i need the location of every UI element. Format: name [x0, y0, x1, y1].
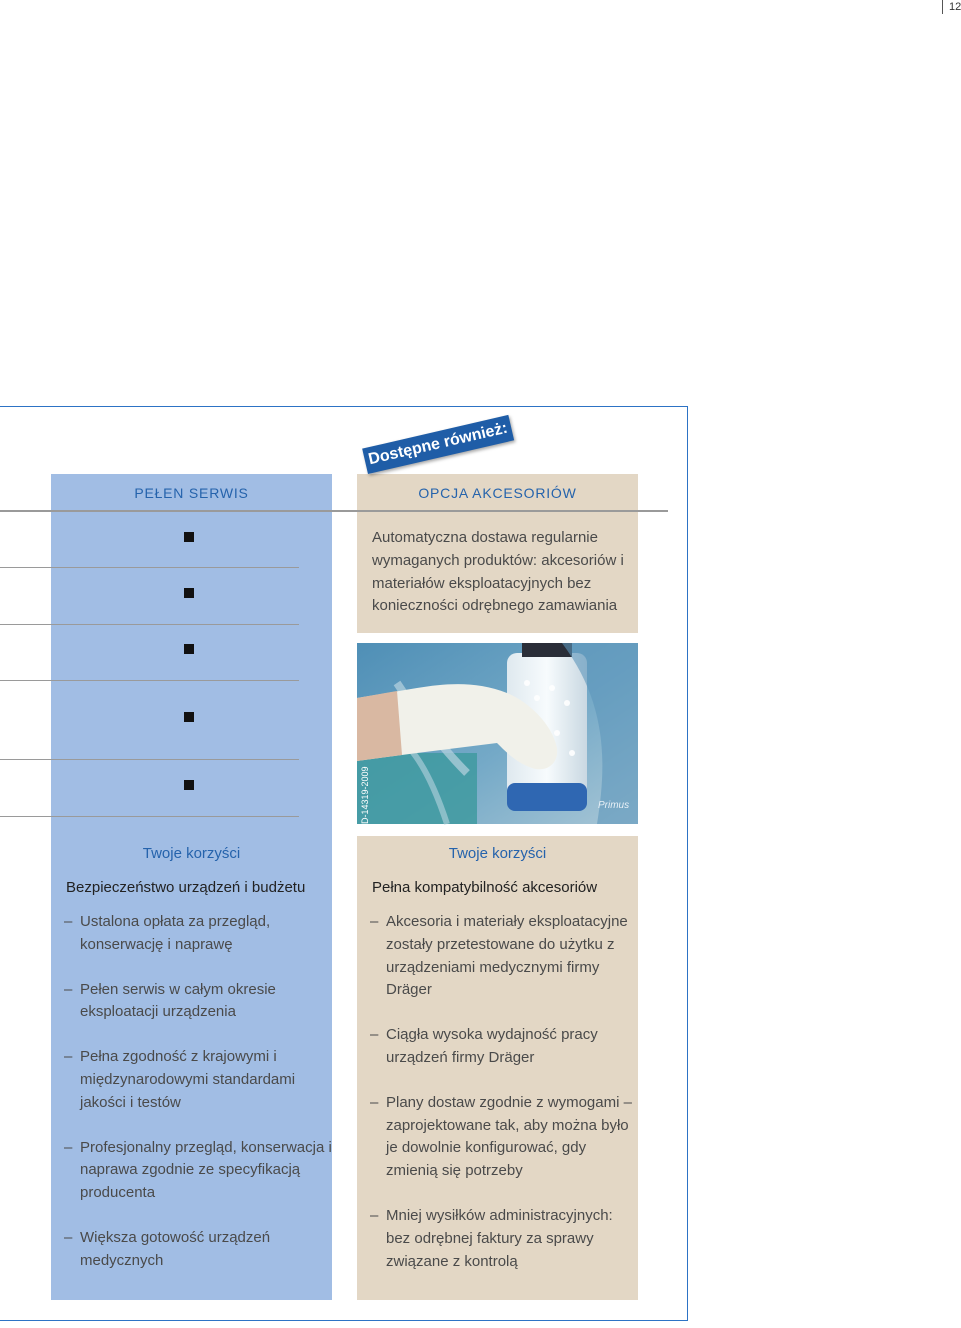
photo-caption — [357, 760, 377, 824]
photo-caption-text: D-14319-2009 — [360, 766, 370, 824]
list-item: – Ciągła wysoka wydajność pracy urządzeń firmy Dräger — [357, 1024, 633, 1070]
frame-bottom-line — [0, 1320, 688, 1321]
header-divider — [0, 510, 668, 512]
list-item: – Akcesoria i materiały eksploatacyjne zostały przetestowane do użytku z urządzeniami medycznymi firmy Dräger — [357, 911, 633, 1002]
row-divider — [0, 624, 299, 625]
left-benefits-list — [51, 911, 332, 1295]
accessories-description: Automatyczna dostawa regularnie wymaganych produktów: akcesoriów i materiałów eksploatacyjnych bez konieczności odrębnego zamawiania — [372, 529, 624, 615]
left-benefits-subheading: Bezpieczeństwo urządzeń i budżetu — [66, 879, 306, 896]
full-service-title: PEŁEN SERWIS — [134, 485, 249, 501]
frame-top-line — [0, 406, 688, 407]
checkmark-bullet — [184, 588, 194, 598]
checkmark-bullet — [184, 532, 194, 542]
right-benefits-heading: Twoje korzyści — [448, 845, 547, 862]
checkmark-bullet — [184, 644, 194, 654]
right-benefits-subheading: Pełna kompatybilność akcesoriów — [372, 879, 598, 896]
list-item: – Ustalona opłata za przegląd, konserwację i naprawę — [51, 911, 332, 957]
also-available-banner: Dostępne również: — [362, 415, 514, 474]
left-benefits-heading: Twoje korzyści — [142, 845, 241, 862]
gloved-hand-canister-image — [357, 643, 638, 824]
checkmark-bullet — [184, 712, 194, 722]
right-benefits-list — [357, 911, 633, 1295]
photo-brand-label: Primus — [598, 800, 630, 811]
list-item: – Profesjonalny przegląd, konserwacja i naprawa zgodnie ze specyfikacją producenta — [51, 1137, 332, 1205]
accessories-title: OPCJA AKCESORIÓW — [418, 485, 577, 501]
row-divider — [0, 816, 299, 817]
row-divider — [0, 680, 299, 681]
list-item: – Plany dostaw zgodnie z wymogami – zaprojektowane tak, aby można było je dowolnie konfigurować, gdy zmienią się potrzeby — [357, 1092, 633, 1183]
row-divider — [0, 759, 299, 760]
list-item: – Pełna zgodność z krajowymi i międzynarodowymi standardami jakości i testów — [51, 1046, 332, 1114]
list-item: – Pełen serwis w całym okresie eksploatacji urządzenia — [51, 979, 332, 1025]
page-number: 12 — [942, 0, 961, 14]
frame-right-line — [687, 406, 688, 1321]
row-divider — [0, 567, 299, 568]
list-item: – Mniej wysiłków administracyjnych: bez odrębnej faktury za sprawy związane z kontrolą — [357, 1205, 633, 1273]
list-item: – Większa gotowość urządzeń medycznych — [51, 1227, 332, 1273]
checkmark-bullet — [184, 780, 194, 790]
product-photo — [357, 643, 638, 824]
